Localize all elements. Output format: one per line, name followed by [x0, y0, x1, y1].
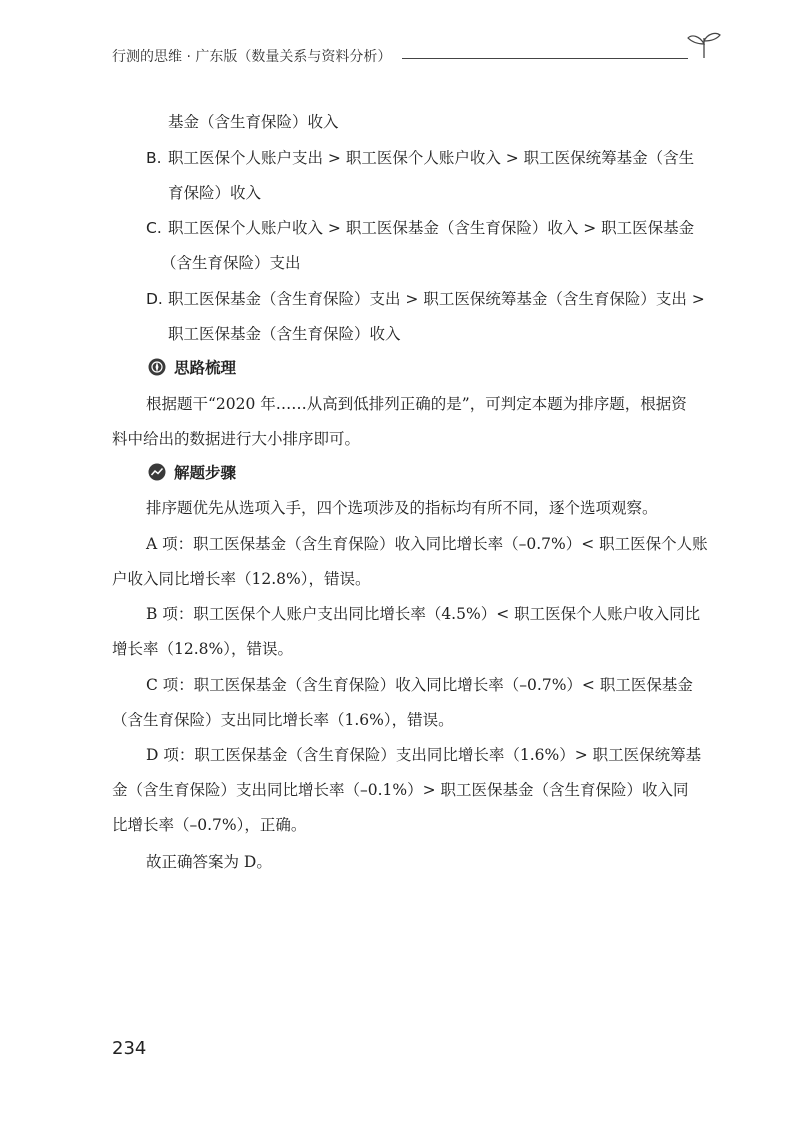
solution-a-line2: 户收入同比增长率（12.8%），错误。 [112, 570, 371, 588]
compass-icon [148, 358, 166, 376]
option-a-continuation: 基金（含生育保险）收入 [168, 113, 339, 131]
option-b-line1: 职工医保个人账户支出 > 职工医保个人账户收入 > 职工医保统筹基金（含生 [168, 149, 695, 167]
solution-c-line2: （含生育保险）支出同比增长率（1.6%），错误。 [112, 711, 454, 729]
option-d-letter: D. [146, 290, 163, 308]
option-d [146, 287, 705, 309]
solution-heading [148, 461, 236, 481]
header-rule [402, 58, 688, 59]
running-header [112, 44, 712, 70]
option-c-letter: C. [146, 219, 162, 237]
solution-c-line1: C 项：职工医保基金（含生育保险）收入同比增长率（–0.7%）< 职工医保基金 [146, 676, 693, 694]
steps-icon [148, 463, 166, 481]
analysis-line2: 料中给出的数据进行大小排序即可。 [112, 430, 361, 448]
solution-conclusion: 故正确答案为 D。 [146, 853, 272, 871]
page-number: 234 [112, 1038, 147, 1059]
solution-b-line2: 增长率（12.8%），错误。 [112, 640, 293, 658]
book-title: 行测的思维 · 广东版（数量关系与资料分析） [112, 49, 392, 65]
solution-d-line2: 金（含生育保险）支出同比增长率（–0.1%）> 职工医保基金（含生育保险）收入同 [112, 781, 689, 799]
option-b-letter: B. [146, 149, 162, 167]
option-d-line2: 职工医保基金（含生育保险）收入 [168, 325, 401, 343]
option-d-line1: 职工医保基金（含生育保险）支出 > 职工医保统筹基金（含生育保险）支出 > [168, 290, 705, 308]
option-b-line2: 育保险）收入 [168, 184, 262, 202]
analysis-line1: 根据题干“2020 年……从高到低排列正确的是”，可判定本题为排序题，根据资 [146, 395, 687, 413]
analysis-heading-text: 思路梳理 [174, 359, 237, 377]
solution-d-line1: D 项：职工医保基金（含生育保险）支出同比增长率（1.6%）> 职工医保统筹基 [146, 746, 702, 764]
option-b [146, 146, 694, 168]
solution-d-line3: 比增长率（–0.7%），正确。 [112, 816, 307, 834]
analysis-heading [148, 356, 236, 376]
solution-heading-text: 解题步骤 [174, 464, 237, 482]
sprout-icon [684, 30, 724, 60]
option-c-line1: 职工医保个人账户收入 > 职工医保基金（含生育保险）收入 > 职工医保基金 [168, 219, 695, 237]
solution-intro: 排序题优先从选项入手，四个选项涉及的指标均有所不同，逐个选项观察。 [146, 499, 658, 517]
solution-a-line1: A 项：职工医保基金（含生育保险）收入同比增长率（–0.7%）< 职工医保个人账 [146, 535, 708, 553]
solution-b-line1: B 项：职工医保个人账户支出同比增长率（4.5%）< 职工医保个人账户收入同比 [146, 605, 701, 623]
option-c [146, 216, 694, 238]
option-c-line2: （含生育保险）支出 [161, 254, 301, 272]
